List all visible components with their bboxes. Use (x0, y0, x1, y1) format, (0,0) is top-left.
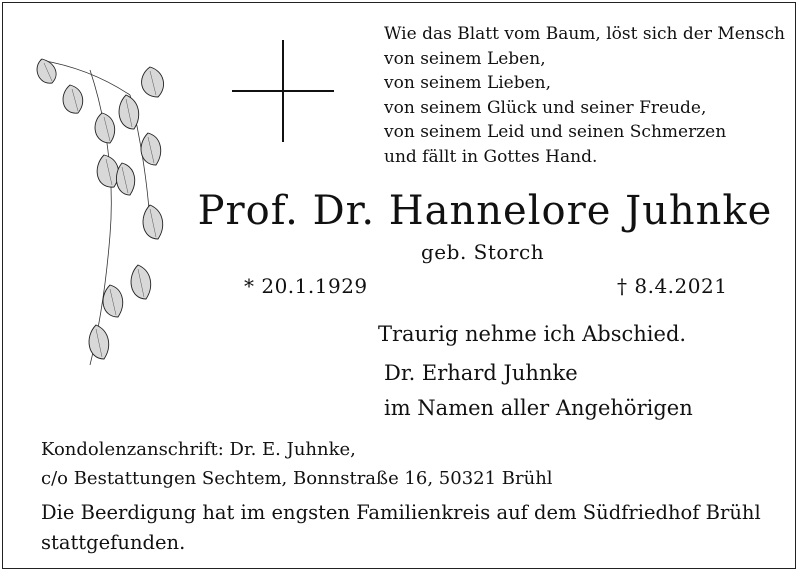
funeral-home-address: c/o Bestattungen Sechtem, Bonnstraße 16, 50321 Brühl (41, 468, 553, 489)
poem-line: von seinem Glück und seiner Freude, (384, 97, 707, 118)
poem (384, 22, 785, 170)
born-name: geb. Storch (421, 240, 545, 264)
poem-line: von seinem Leid und seinen Schmerzen (384, 122, 727, 143)
deceased-name-row (0, 188, 800, 234)
birth-date: * 20.1.1929 (244, 274, 368, 298)
signature-family: im Namen aller Angehörigen (384, 396, 693, 420)
signature-name: Dr. Erhard Juhnke (384, 361, 578, 385)
death-date: † 8.4.2021 (617, 274, 728, 298)
cross-icon (232, 40, 334, 142)
deceased-name: Prof. Dr. Hannelore Juhnke (197, 188, 773, 234)
poem-line: Wie das Blatt vom Baum, löst sich der Mensch (384, 24, 785, 44)
poem-line: von seinem Lieben, (384, 73, 552, 94)
burial-note: Die Beerdigung hat im engsten Familienkreis auf dem Südfriedhof Brühl stattgefunden. (41, 501, 761, 554)
poem-line: von seinem Leben, (384, 48, 546, 69)
condolence-address: Kondolenzanschrift: Dr. E. Juhnke, (41, 439, 356, 460)
farewell-text: Traurig nehme ich Abschied. (378, 322, 687, 346)
poem-line: und fällt in Gottes Hand. (384, 146, 598, 167)
